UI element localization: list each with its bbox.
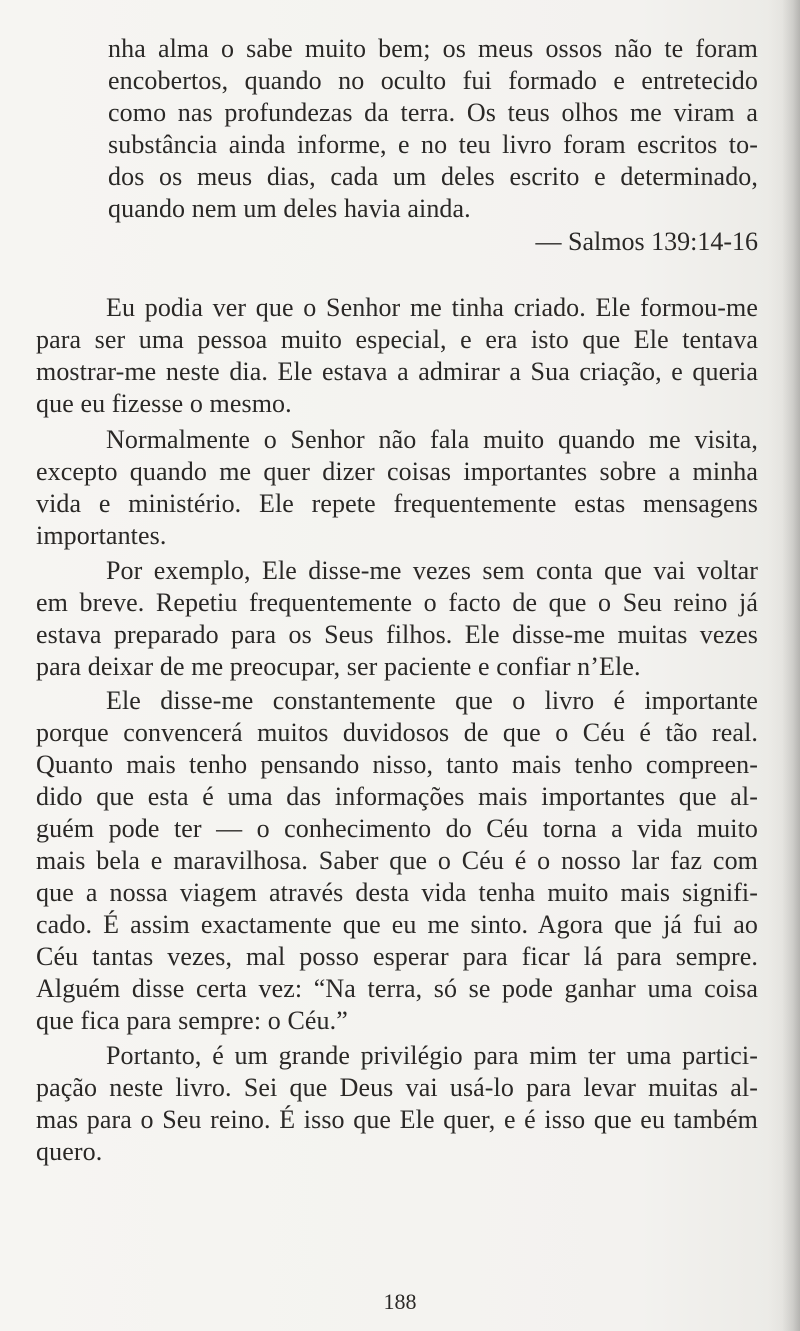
quote-line: nha alma o sabe muito bem; os meus ossos não te foram [108,34,758,63]
quote-line: quando nem um deles havia ainda. [108,194,471,223]
body-line: importantes. [36,521,167,550]
body-line: quero. [36,1137,103,1166]
body-line: em breve. Repetiu frequentemente o facto de que o Seu reino já [36,588,758,617]
body-line: mais bela e maravilhosa. Saber que o Céu é o nosso lar faz com [36,846,758,875]
body-line: porque convencerá muitos duvidosos de que o Céu é tão real. [36,718,758,747]
body-line: estava preparado para os Seus filhos. Ele disse-me muitas vezes [36,620,758,649]
body-line: cado. É assim exactamente que eu me sinto. Agora que já fui ao [36,910,758,939]
spine-shadow [782,0,800,1331]
body-line: para ser uma pessoa muito especial, e era isto que Ele tentava [36,325,758,354]
body-line: mas para o Seu reino. É isso que Ele quer, e é isso que eu também [36,1105,758,1134]
body-line: Por exemplo, Ele disse-me vezes sem conta que vai voltar [106,556,758,585]
body-line: mostrar-me neste dia. Ele estava a admirar a Sua criação, e queria [36,357,758,386]
body-line: Portanto, é um grande privilégio para mim ter uma partici- [106,1041,758,1070]
body-line: Céu tantas vezes, mal posso esperar para ficar lá para sempre. [36,942,758,971]
quote-line: dos os meus dias, cada um deles escrito e determinado, [108,162,758,191]
body-line: Quanto mais tenho pensando nisso, tanto mais tenho compreen- [36,750,758,779]
body-line: Eu podia ver que o Senhor me tinha criado. Ele formou-me [106,293,758,322]
body-line: que a nossa viagem através desta vida tenha muito mais signifi- [36,878,758,907]
body-line: vida e ministério. Ele repete frequentemente estas mensagens [36,489,758,518]
quote-line: encobertos, quando no oculto fui formado e entretecido [108,66,758,95]
body-line: que fica para sempre: o Céu.” [36,1006,348,1035]
quote-line: como nas profundezas da terra. Os teus olhos me viram a [108,98,758,127]
body-line: pação neste livro. Sei que Deus vai usá-lo para levar muitas al- [36,1073,758,1102]
body-line: Ele disse-me constantemente que o livro é importante [106,686,758,715]
body-line: guém pode ter — o conhecimento do Céu torna a vida muito [36,814,758,843]
body-line: dido que esta é uma das informações mais importantes que al- [36,782,758,811]
quote-attribution: — Salmos 139:14-16 [535,227,758,256]
quote-line: substância ainda informe, e no teu livro foram escritos to- [108,130,758,159]
body-line: Alguém disse certa vez: “Na terra, só se pode ganhar uma coisa [36,974,758,1003]
body-line: para deixar de me preocupar, ser paciente e confiar n’Ele. [36,652,641,681]
body-line: excepto quando me quer dizer coisas importantes sobre a minha [36,457,758,486]
body-line: que eu fizesse o mesmo. [36,389,292,418]
body-line: Normalmente o Senhor não fala muito quando me visita, [106,425,758,454]
page-number: 188 [383,1289,417,1314]
